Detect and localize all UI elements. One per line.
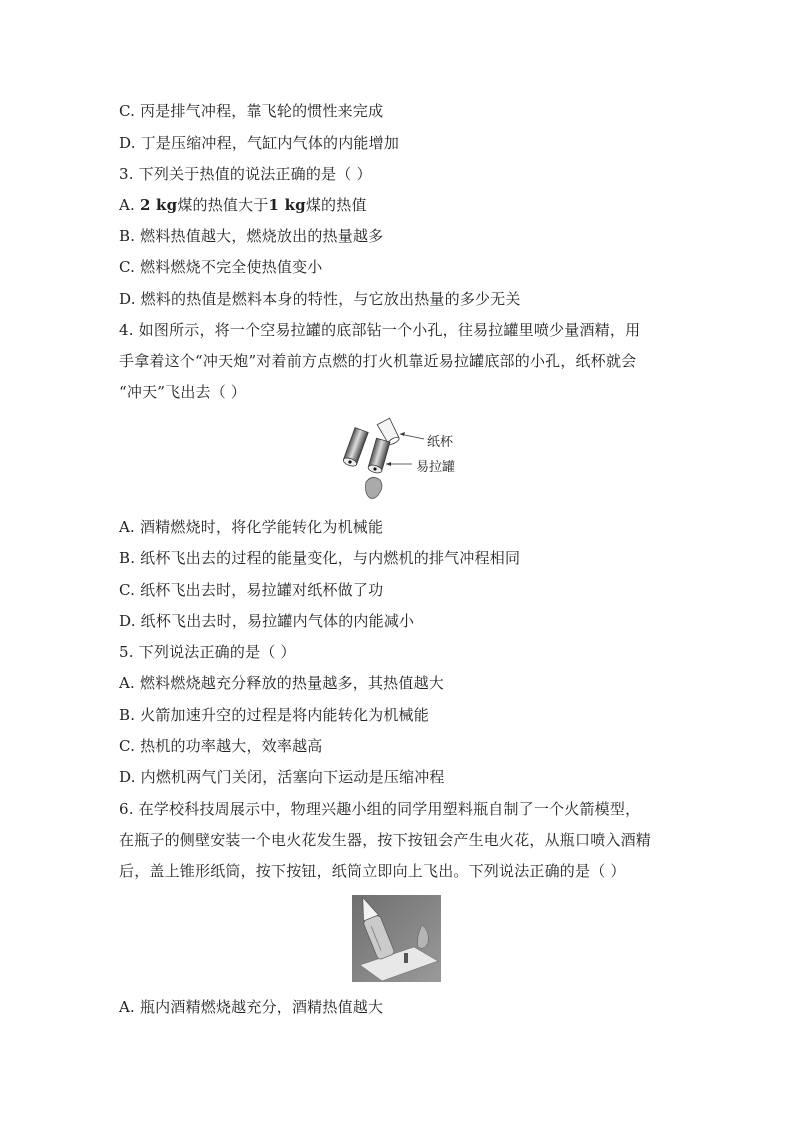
q5-option-c: C. 热机的功率越大，效率越高	[119, 737, 323, 755]
q3-option-b: B. 燃料热值越大，燃烧放出的热量越多	[119, 227, 384, 245]
q6-stem-line3: 后，盖上锥形纸筒，按下按钮，纸筒立即向上飞出。下列说法正确的是（ ）	[119, 862, 626, 880]
can-cup-figure	[332, 414, 472, 508]
label-can: 易拉罐	[416, 460, 456, 475]
q4-option-a: A. 酒精燃烧时，将化学能转化为机械能	[119, 518, 384, 536]
q5-option-b: B. 火箭加速升空的过程是将内能转化为机械能	[119, 706, 429, 724]
q2-option-c: C. 丙是排气冲程，靠飞轮的惯性来完成	[119, 102, 384, 120]
q2-option-d: D. 丁是压缩冲程，气缸内气体的内能增加	[119, 134, 400, 152]
q4-option-b: B. 纸杯飞出去的过程的能量变化，与内燃机的排气冲程相同	[119, 549, 521, 567]
q3-option-a-prefix: A.	[119, 196, 140, 214]
rocket-photo	[352, 895, 441, 982]
q4-option-d: D. 纸杯飞出去时，易拉罐内气体的内能减小	[119, 612, 415, 630]
q6-stem-line2: 在瓶子的侧壁安装一个电火花发生器，按下按钮会产生电火花，从瓶口喷入酒精	[119, 831, 652, 849]
q4-stem-line1: 4. 如图所示，将一个空易拉罐的底部钻一个小孔，往易拉罐里喷少量酒精，用	[119, 321, 641, 339]
q6-stem-line1: 6. 在学校科技周展示中，物理兴趣小组的同学用塑料瓶自制了一个火箭模型，	[119, 800, 641, 818]
q3-option-a	[119, 195, 367, 215]
q4-stem-line3: “冲天”飞出去（ ）	[119, 383, 247, 401]
q3-option-d: D. 燃料的热值是燃料本身的特性，与它放出热量的多少无关	[119, 290, 521, 308]
label-paper-cup: 纸杯	[427, 435, 454, 450]
q3-option-a-text1: 煤的热值大于	[177, 196, 269, 214]
q5-option-d: D. 内燃机两气门关闭，活塞向下运动是压缩冲程	[119, 768, 445, 786]
mass-2kg: 2 kg	[139, 196, 178, 214]
q3-stem: 3. 下列关于热值的说法正确的是（ ）	[119, 165, 372, 183]
q3-option-c: C. 燃料燃烧不完全使热值变小	[119, 258, 323, 276]
q5-option-a: A. 燃料燃烧越充分释放的热量越多，其热值越大	[119, 674, 444, 692]
q6-option-a: A. 瓶内酒精燃烧越充分，酒精热值越大	[119, 998, 384, 1016]
q4-option-c: C. 纸杯飞出去时，易拉罐对纸杯做了功	[119, 581, 384, 599]
rocket-photo-drawing	[352, 895, 441, 982]
q3-option-a-text2: 煤的热值	[305, 196, 367, 214]
mass-1kg: 1 kg	[268, 196, 306, 214]
q5-stem: 5. 下列说法正确的是（ ）	[119, 643, 296, 661]
q4-stem-line2: 手拿着这个“冲天炮”对着前方点燃的打火机靠近易拉罐底部的小孔，纸杯就会	[119, 352, 637, 370]
